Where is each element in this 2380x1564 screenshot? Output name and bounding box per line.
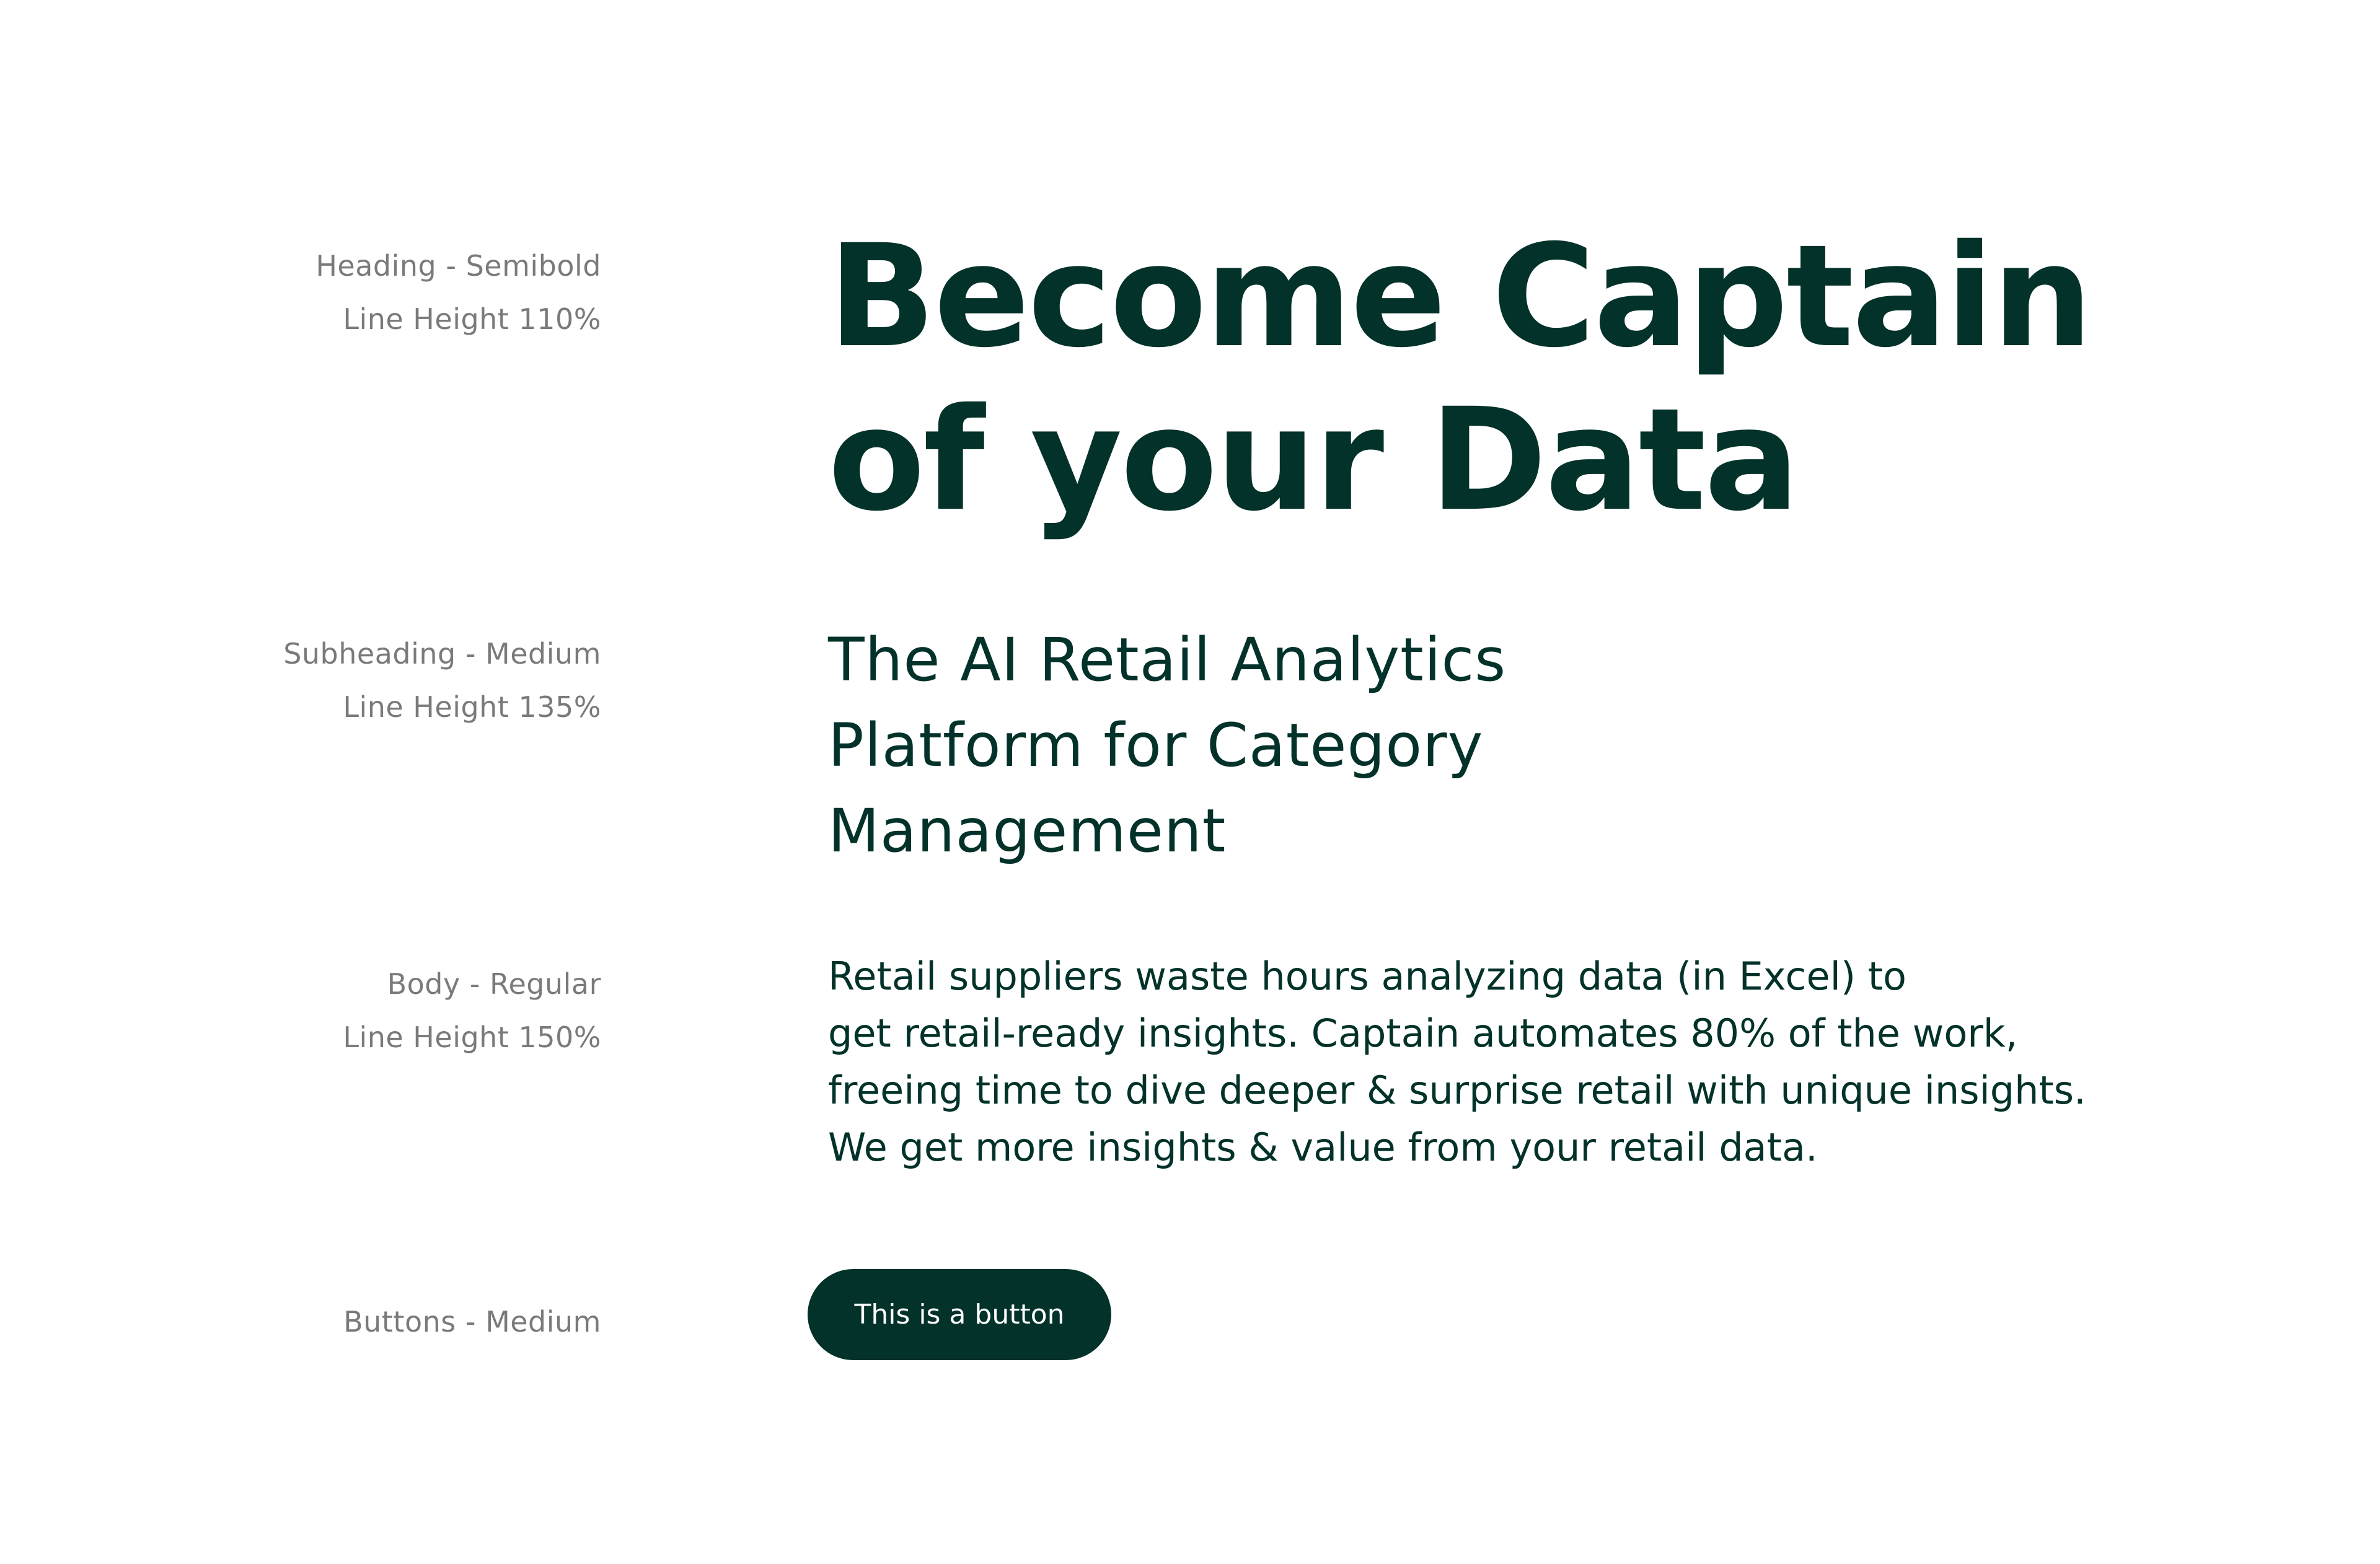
subheading-style-label: [283, 627, 601, 734]
body-line-2: get retail-ready insights. Captain automates 80% of the work,: [828, 1011, 2018, 1056]
heading-style-name: Heading - Semibold: [315, 249, 601, 283]
body-line-4: We get more insights & value from your retail data.: [828, 1125, 1818, 1170]
buttons-style-name: Buttons - Medium: [343, 1305, 601, 1338]
heading-sample: [828, 214, 2091, 542]
subheading-sample: [828, 617, 1506, 874]
body-line-height: Line Height 150%: [343, 1021, 601, 1054]
body-sample: [828, 948, 2086, 1176]
subheading-line-height: Line Height 135%: [343, 690, 601, 724]
heading-style-label: [315, 239, 601, 346]
body-line-1: Retail suppliers waste hours analyzing data (in Excel) to: [828, 954, 1906, 999]
body-style-name: Body - Regular: [387, 967, 601, 1001]
heading-line-1: Become Captain: [828, 214, 2091, 379]
subheading-style-name: Subheading - Medium: [283, 637, 601, 670]
buttons-style-label: [343, 1295, 601, 1348]
sample-button[interactable]: This is a button: [808, 1269, 1111, 1360]
subheading-line-2: Platform for Category: [828, 711, 1484, 780]
heading-line-height: Line Height 110%: [343, 302, 601, 336]
body-style-label: [343, 957, 601, 1064]
subheading-line-1: The AI Retail Analytics: [828, 625, 1507, 695]
subheading-line-3: Management: [828, 796, 1227, 866]
heading-line-2: of your Data: [828, 377, 1798, 542]
body-line-3: freeing time to dive deeper & surprise retail with unique insights.: [828, 1068, 2086, 1113]
